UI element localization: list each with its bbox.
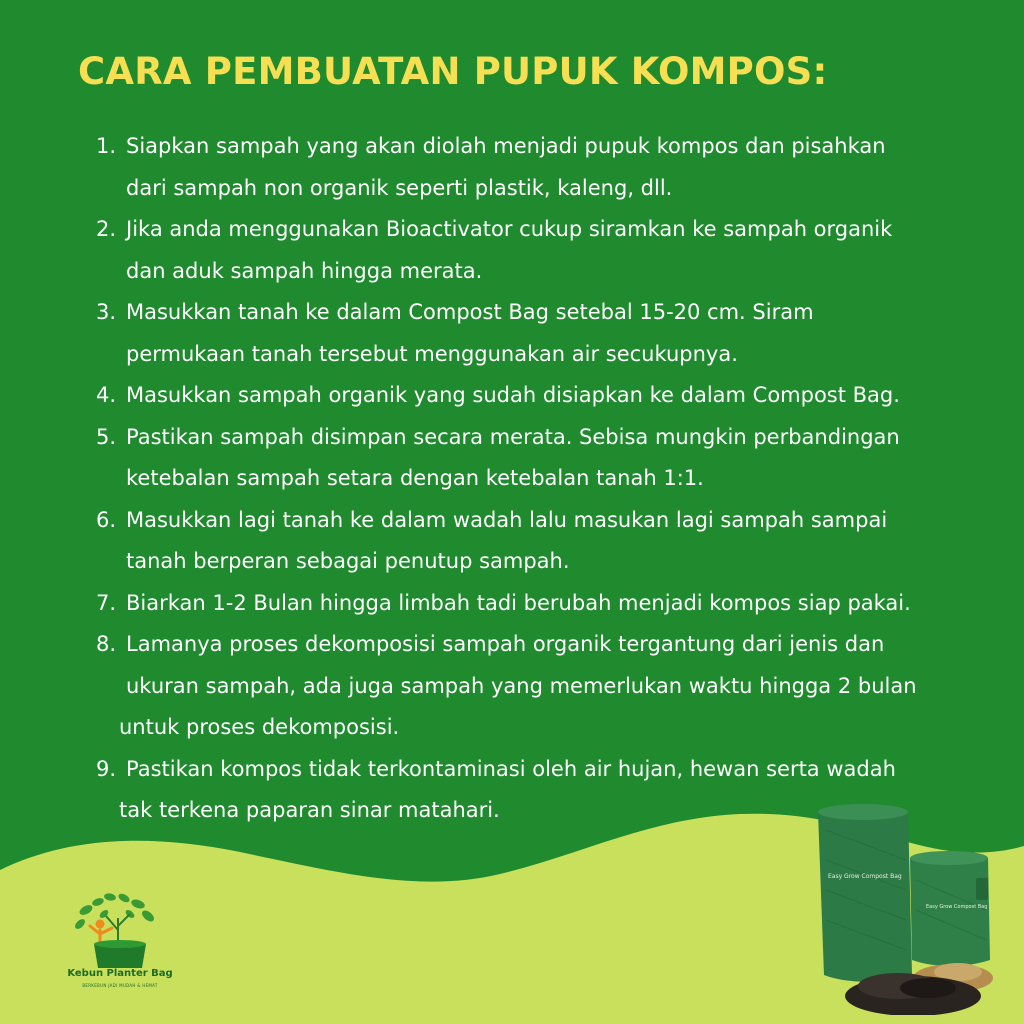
steps-list [96,126,996,832]
logo-tagline: BERKEBUN JADI MUDAH & HEMAT [82,983,158,988]
step-text-line: Masukkan tanah ke dalam Compost Bag setebal 15-20 cm. Siram [126,300,814,324]
compost-bag-product [808,800,1018,1015]
page-title: CARA PEMBUATAN PUPUK KOMPOS: [78,50,828,93]
step-text-line: Pastikan sampah disimpan secara merata. Sebisa mungkin perbandingan [126,424,900,449]
brand-logo [58,892,182,1002]
step-text-line: dan aduk sampah hingga merata. [126,258,483,283]
step-number: 3. [96,300,117,324]
step-text-line: Pastikan kompos tidak terkontaminasi oleh air hujan, hewan serta wadah [126,756,896,781]
step-text-line: Masukkan lagi tanah ke dalam wadah lalu masukan lagi sampah sampai [126,507,888,532]
logo-name: Kebun Planter Bag [67,968,173,979]
step-text-line: dari sampah non organik seperti plastik, kaleng, dll. [126,175,673,200]
step-text-line: ketebalan sampah setara dengan ketebalan tanah 1:1. [126,466,704,490]
step-number: 2. [96,217,117,241]
step-item [96,209,996,292]
step-item [96,292,996,375]
step-text-line: Siapkan sampah yang akan diolah menjadi pupuk kompos dan pisahkan [126,134,886,158]
bag-label-large: Easy Grow Compost Bag [828,873,902,880]
step-text-line: ukuran sampah, ada juga sampah yang memerlukan waktu hingga 2 bulan [126,673,917,698]
step-text-line: tak terkena paparan sinar matahari. [119,798,500,822]
step-text-line: Masukkan sampah organik yang sudah disiapkan ke dalam Compost Bag. [126,383,900,407]
step-item [96,126,996,209]
step-item [96,583,996,625]
step-text-line: untuk proses dekomposisi. [119,715,400,739]
compost-bag-icon [818,804,912,982]
step-number: 1. [96,134,117,158]
step-text-line: tanah berperan sebagai penutup sampah. [126,549,570,573]
step-number: 5. [96,424,117,449]
step-text-line: Biarkan 1-2 Bulan hingga limbah tadi berubah menjadi kompos siap pakai. [126,590,911,615]
step-text-line: Jika anda menggunakan Bioactivator cukup siramkan ke sampah organik [126,217,893,241]
step-number: 6. [96,507,117,532]
bag-label-small: Easy Grow Compost Bag [926,904,988,910]
step-number: 9. [96,756,117,781]
step-number: 8. [96,632,117,656]
tree-person-logo-icon [58,892,182,972]
step-item [96,500,996,583]
step-number: 7. [96,590,117,615]
step-item [96,624,996,749]
step-number: 4. [96,383,117,407]
step-item [96,417,996,500]
step-text-line: permukaan tanah tersebut menggunakan air secukupnya. [126,341,738,366]
step-item [96,375,996,417]
step-text-line: Lamanya proses dekomposisi sampah organik tergantung dari jenis dan [126,632,885,656]
